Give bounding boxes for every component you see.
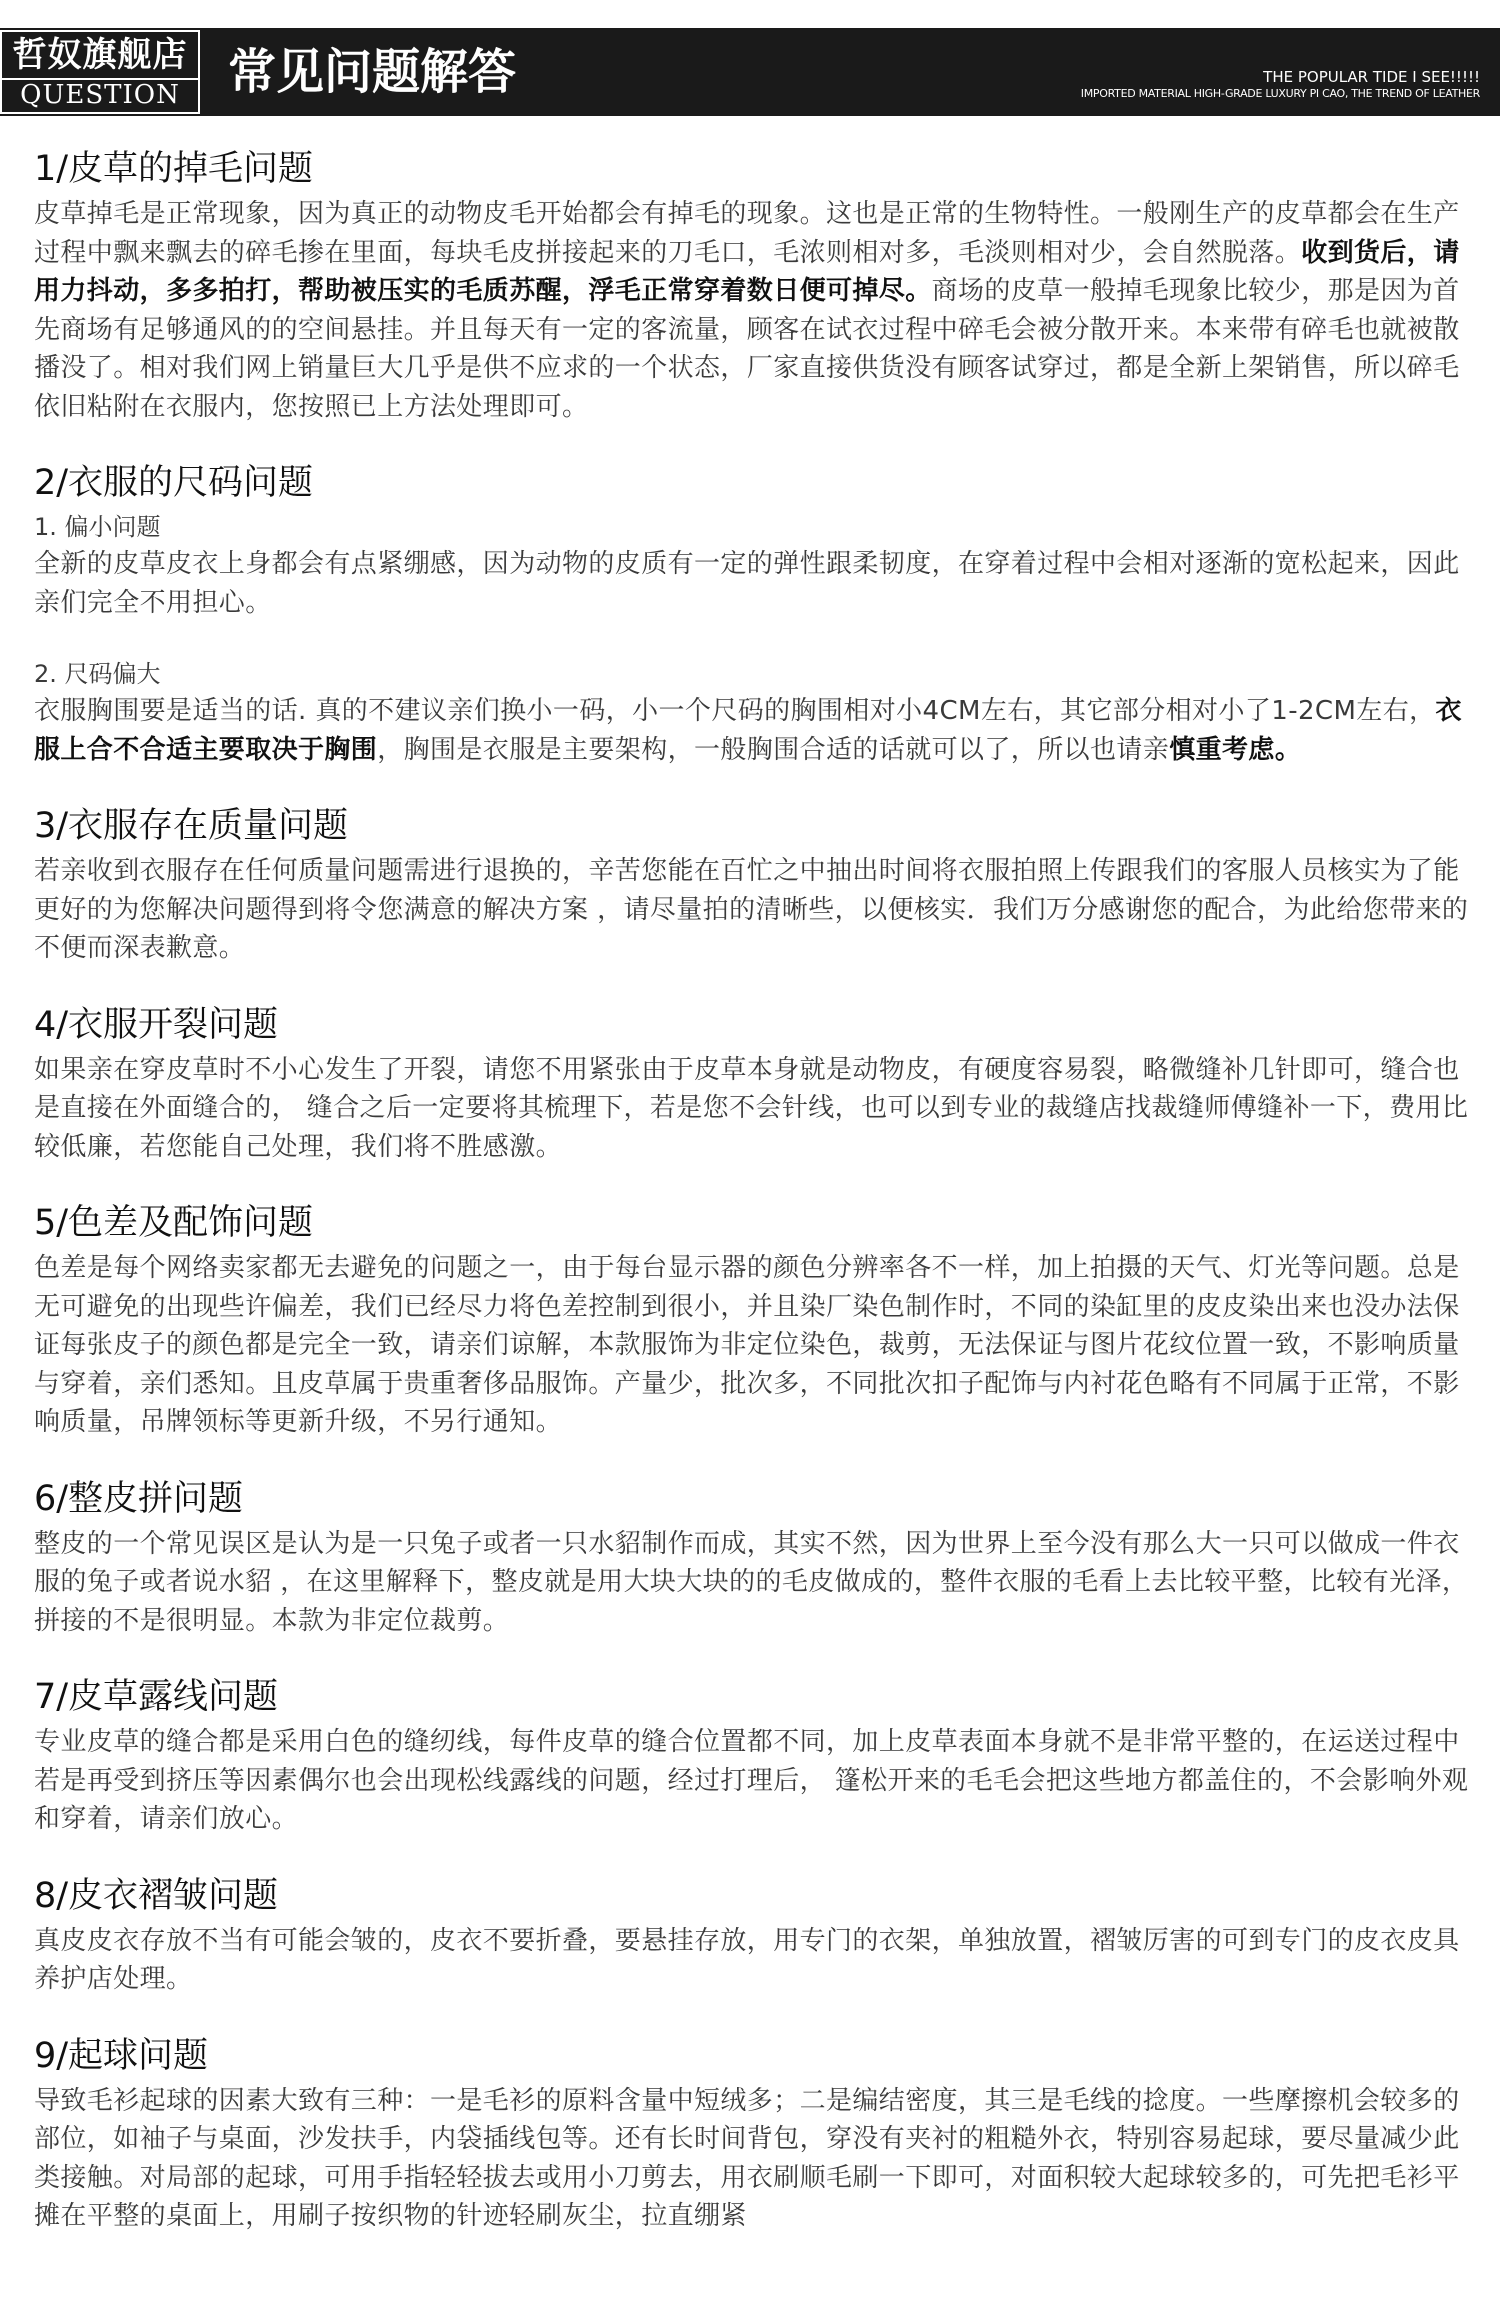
faq-title: 6/整皮拼问题 bbox=[34, 1478, 244, 1519]
faq-title: 7/皮草露线问题 bbox=[34, 1677, 279, 1717]
faq-paragraph: 如果亲在穿皮草时不小心发生了开裂，请您不用紧张由于皮草本身就是动物皮，有硬度容易裂，略微缝补几针即可，缝合也是直接在外面缝合的， 缝合之后一定要将其梳理下，若是您不会针线，也可以到专业的裁缝店找裁缝师傅缝补一下，费用比较低廉，若您能自己处理，我们将不胜感激。 bbox=[34, 1054, 1469, 1162]
faq-title: 9/起球问题 bbox=[34, 2035, 209, 2076]
faq-emphasis: 慎重考虑。 bbox=[1169, 734, 1302, 765]
faq-text: 皮草掉毛是正常现象，因为真正的动物皮毛开始都会有掉毛的现象。这也是正常的生物特性。一般刚生产的皮草都会在生产过程中飘来飘去的碎毛掺在里面，每块毛皮拼接起来的刀毛口，毛浓则相对多，毛淡则相对少，会自然脱落。 bbox=[34, 199, 1460, 268]
faq-text: ，胸围是衣服是主要架构，一般胸围合适的话就可以了，所以也请亲 bbox=[377, 734, 1170, 765]
sub-question-label: 1. 偏小问题 bbox=[34, 513, 161, 541]
faq-section-pilling bbox=[34, 2033, 1482, 2236]
faq-text: 衣服胸围要是适当的话. 真的不建议亲们换小一码，小一个尺码的胸围相对小4CM左右，其它部分相对小了1-2CM左右， bbox=[34, 696, 1436, 726]
tagline-line-2: IMPORTED MATERIAL HIGH-GRADE LUXURY PI CAO, THE TREND OF LEATHER bbox=[1080, 87, 1480, 100]
header-tagline bbox=[1081, 68, 1480, 102]
faq-paragraph: 导致毛衫起球的因素大致有三种：一是毛衫的原料含量中短绒多；二是编结密度，其三是毛线的捻度。一些摩擦机会较多的部位，如袖子与桌面，沙发扶手，内袋插线包等。还有长时间背包，穿没有夹衬的粗糙外衣，特别容易起球，要尽量减少此类接触。对局部的起球，可用手指轻轻拔去或用小刀剪去，用衣刷顺毛刷一下即可，对面积较大起球较多的，可先把毛衫平摊在平整的桌面上，用刷子按织物的针迹轻刷灰尘，拉直绷紧 bbox=[34, 2085, 1460, 2231]
faq-paragraph: 真皮皮衣存放不当有可能会皱的，皮衣不要折叠，要悬挂存放，用专门的衣架，单独放置，褶皱厉害的可到专门的皮衣皮具养护店处理。 bbox=[34, 1925, 1460, 1994]
sub-question-label: 2. 尺码偏大 bbox=[34, 660, 161, 688]
faq-content bbox=[34, 146, 1482, 2270]
faq-paragraph: 整皮的一个常见误区是认为是一只兔子或者一只水貂制作而成，其实不然，因为世界上至今没有那么大一只可以做成一件衣服的兔子或者说水貂 ，在这里解释下，整皮就是用大块大块的的毛皮做成的，整件衣服的毛看上去比较平整，比较有光泽，拼接的不是很明显。本款为非定位裁剪。 bbox=[34, 1528, 1469, 1636]
faq-section-wrinkles bbox=[34, 1873, 1482, 1999]
faq-paragraph bbox=[34, 195, 1482, 426]
faq-paragraph: 色差是每个网络卖家都无去避免的问题之一，由于每台显示器的颜色分辨率各不一样，加上拍摄的天气、灯光等问题。总是无可避免的出现些许偏差，我们已经尽力将色差控制到很小，并且染厂染色制作时，不同的染缸里的皮皮染出来也没办法保证每张皮子的颜色都是完全一致，请亲们谅解，本款服饰为非定位染色，裁剪，无法保证与图片花纹位置一致，不影响质量与穿着，亲们悉知。且皮草属于贵重奢侈品服饰。产量少，批次多，不同批次扣子配饰与内衬花色略有不同属于正常，不影响质量，吊牌领标等更新升级，不另行通知。 bbox=[34, 1253, 1460, 1437]
brand-logo bbox=[0, 30, 200, 114]
faq-emphasis: 衣服上合不合适主要取决于胸围 bbox=[34, 696, 1462, 765]
faq-section-color bbox=[34, 1200, 1482, 1442]
faq-section-stitching bbox=[34, 1674, 1482, 1839]
faq-section-shedding bbox=[34, 146, 1482, 426]
faq-emphasis: 收到货后，请用力抖动，多多拍打，帮助被压实的毛质苏醒，浮毛正常穿着数日便可掉尽。 bbox=[34, 237, 1460, 306]
faq-section-whole-pelt bbox=[34, 1476, 1482, 1641]
faq-title: 5/色差及配饰问题 bbox=[34, 1203, 314, 1243]
faq-title: 8/皮衣褶皱问题 bbox=[34, 1875, 279, 1916]
brand-subtitle: QUESTION bbox=[2, 78, 198, 110]
page-title: 常见问题解答 bbox=[228, 44, 517, 100]
spacer bbox=[34, 622, 1482, 656]
faq-paragraph: 若亲收到衣服存在任何质量问题需进行退换的，辛苦您能在百忙之中抽出时间将衣服拍照上传跟我们的客服人员核实为了能更好的为您解决问题得到将令您满意的解决方案 ，请尽量拍的清晰些，以便核实．我们万分感谢您的配合，为此给您带来的不便而深表歉意。 bbox=[34, 856, 1469, 963]
faq-title: 4/衣服开裂问题 bbox=[34, 1004, 279, 1045]
faq-section-tearing bbox=[34, 1002, 1482, 1167]
faq-section-size bbox=[34, 460, 1482, 769]
faq-title: 3/衣服存在质量问题 bbox=[34, 806, 349, 846]
faq-paragraph: 全新的皮草皮衣上身都会有点紧绷感，因为动物的皮质有一定的弹性跟柔韧度，在穿着过程中会相对逐渐的宽松起来，因此亲们完全不用担心。 bbox=[34, 549, 1460, 618]
tagline-line-1: THE POPULAR TIDE I SEE!!!!! bbox=[1263, 68, 1480, 86]
brand-name: 哲奴旗舰店 bbox=[12, 35, 188, 75]
faq-text: 商场的皮草一般掉毛现象比较少，那是因为首先商场有足够通风的的空间悬挂。并且每天有一定的客流量，顾客在试衣过程中碎毛会被分散开来。本来带有碎毛也就被散播没了。相对我们网上销量巨大几乎是供不应求的一个状态，厂家直接供货没有顾客试穿过，都是全新上架销售，所以碎毛依旧粘附在衣服内，您按照已上方法处理即可。 bbox=[34, 276, 1460, 422]
faq-title: 1/皮草的掉毛问题 bbox=[34, 149, 314, 189]
faq-paragraph: 专业皮草的缝合都是采用白色的缝纫线，每件皮草的缝合位置都不同，加上皮草表面本身就不是非常平整的，在运送过程中若是再受到挤压等因素偶尔也会出现松线露线的问题，经过打理后， 篷松开来的毛毛会把这些地方都盖住的，不会影响外观和穿着，请亲们放心。 bbox=[34, 1727, 1469, 1834]
faq-title: 2/衣服的尺码问题 bbox=[34, 463, 314, 503]
faq-paragraph bbox=[34, 692, 1482, 769]
faq-section-quality bbox=[34, 803, 1482, 968]
page-header bbox=[0, 28, 1500, 116]
